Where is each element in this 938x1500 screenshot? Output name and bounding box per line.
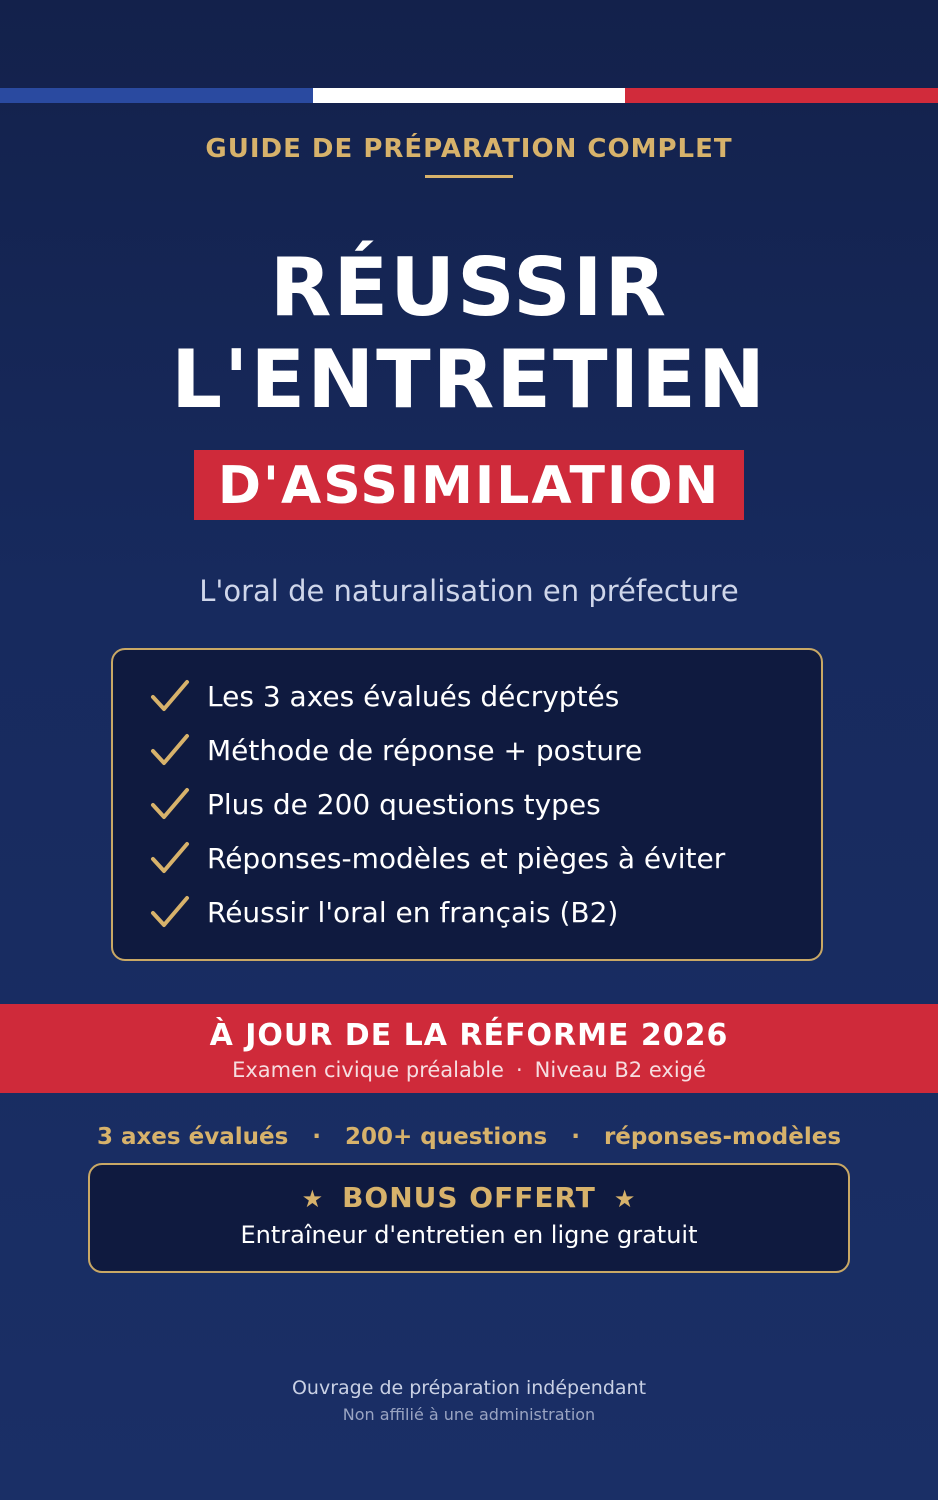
benefits-box: [111, 648, 823, 961]
reform-separator: ·: [515, 1058, 523, 1082]
flag-blue-stripe: [0, 88, 313, 103]
benefit-text: Réussir l'oral en français (B2): [207, 895, 619, 929]
footer-line-1: Ouvrage de préparation indépendant: [291, 1377, 647, 1399]
benefit-text: Les 3 axes évalués décryptés: [207, 679, 620, 713]
reform-sub-right: Niveau B2 exigé: [534, 1058, 706, 1082]
reform-title: À JOUR DE LA RÉFORME 2026: [209, 1018, 729, 1053]
feature-tags: [0, 1124, 938, 1150]
benefit-text: Réponses-modèles et pièges à éviter: [207, 841, 726, 875]
benefit-item: [149, 892, 618, 932]
title-line-1: RÉUSSIR: [269, 241, 669, 334]
benefit-item: [149, 838, 725, 878]
tag-separator: ·: [571, 1124, 580, 1150]
bonus-title: BONUS OFFERT: [342, 1181, 596, 1214]
bonus-box: [88, 1163, 850, 1273]
bonus-subtitle: Entraîneur d'entretien en ligne gratuit: [240, 1221, 698, 1249]
reform-sub-left: Examen civique préalable: [232, 1058, 504, 1082]
reform-subtitle: [0, 1058, 938, 1082]
subtitle: L'oral de naturalisation en préfecture: [199, 574, 739, 608]
benefit-text: Plus de 200 questions types: [207, 787, 601, 821]
french-flag-stripe: [0, 88, 938, 103]
tag-item: 200+ questions: [345, 1124, 548, 1150]
guide-kicker: GUIDE DE PRÉPARATION COMPLET: [205, 134, 733, 164]
check-icon: [149, 676, 191, 716]
check-icon: [149, 730, 191, 770]
check-icon: [149, 784, 191, 824]
benefit-item: [149, 676, 619, 716]
star-icon: ★: [613, 1185, 637, 1213]
check-icon: [149, 838, 191, 878]
benefit-item: [149, 730, 642, 770]
bonus-title-row: [90, 1181, 848, 1214]
kicker-underline: [425, 175, 513, 178]
reform-band: [0, 1004, 938, 1093]
star-icon: ★: [301, 1185, 325, 1213]
benefit-text: Méthode de réponse + posture: [207, 733, 643, 767]
flag-red-stripe: [625, 88, 938, 103]
tag-item: réponses-modèles: [603, 1124, 842, 1150]
title-ribbon: D'ASSIMILATION: [194, 450, 744, 520]
title-ribbon-wrap: [0, 450, 938, 520]
flag-white-stripe: [313, 88, 626, 103]
benefit-item: [149, 784, 601, 824]
tag-item: 3 axes évalués: [96, 1124, 289, 1150]
tag-separator: ·: [312, 1124, 322, 1150]
title-line-2: L'ENTRETIEN: [171, 333, 767, 426]
footer-line-2: Non affilié à une administration: [342, 1405, 596, 1424]
check-icon: [149, 892, 191, 932]
